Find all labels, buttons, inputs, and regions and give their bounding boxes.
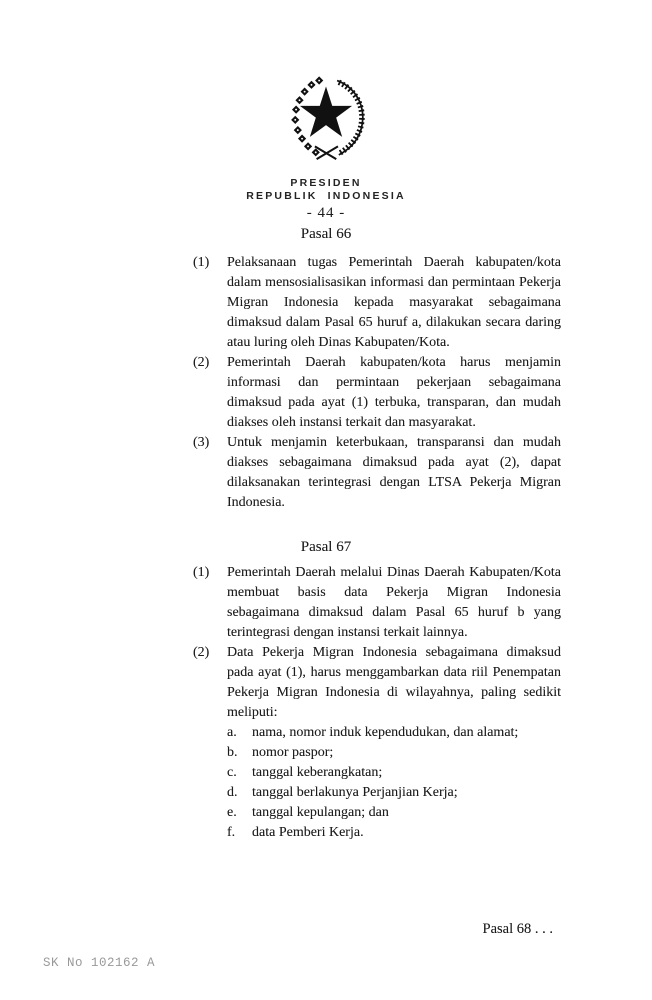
sub-item-letter: a. — [227, 725, 237, 740]
item-number: (2) — [193, 645, 210, 660]
page-number: - 44 - — [306, 205, 346, 221]
item-text: Untuk menjamin keterbukaan, transparansi dan mudah diakses sebagaimana dimaksud pada ayat (2), dapat dilaksanakan terintegrasi dengan LTSA Pekerja Migran Indonesia. — [227, 435, 561, 510]
letterhead-line1: PRESIDEN — [290, 177, 362, 189]
article-item — [193, 643, 561, 843]
sub-item — [227, 763, 561, 783]
sub-item-text: nama, nomor induk kependudukan, dan alamat; — [252, 725, 519, 740]
sub-item — [227, 803, 561, 823]
sub-item-text: data Pemberi Kerja. — [252, 825, 364, 840]
item-text: Pemerintah Daerah melalui Dinas Daerah Kabupaten/Kota membuat basis data Pekerja Migran Indonesia sebagaimana dimaksud dalam Pasal 65 huruf b yang terintegrasi dengan instansi terkait lainnya. — [227, 565, 561, 640]
section-title-pasal-67: Pasal 67 — [300, 539, 352, 555]
sub-item-letter: e. — [227, 805, 237, 820]
sub-item — [227, 723, 561, 743]
sub-item-letter: c. — [227, 765, 237, 780]
article-item — [193, 253, 561, 353]
sub-item — [227, 823, 561, 843]
continuation-marker: Pasal 68 . . . — [482, 921, 553, 937]
article-item — [193, 563, 561, 643]
item-text: Pemerintah Daerah kabupaten/kota harus menjamin informasi dan permintaan pekerjaan sebagaimana dimaksud pada ayat (1) terbuka, transparan, dan mudah diakses oleh instansi terkait dan masyarakat. — [227, 355, 561, 430]
item-text: Pelaksanaan tugas Pemerintah Daerah kabupaten/kota dalam mensosialisasikan informasi dan permintaan Pekerja Migran Indonesia kepada masyarakat sebagaimana dimaksud dalam Pasal 65 huruf a, dilakukan secara daring atau luring oleh Dinas Kabupaten/Kota. — [227, 255, 561, 350]
document-serial-stamp: SK No 102162 A — [43, 956, 156, 970]
sub-item-text: tanggal keberangkatan; — [252, 765, 383, 780]
sub-item-text: tanggal kepulangan; dan — [252, 805, 389, 820]
section-title-pasal-66: Pasal 66 — [300, 226, 352, 242]
item-number: (3) — [193, 435, 210, 450]
sub-item — [227, 743, 561, 763]
article-item — [193, 433, 561, 513]
item-number: (1) — [193, 255, 210, 270]
sub-item-text: nomor paspor; — [252, 745, 334, 760]
letterhead-line2: REPUBLIK INDONESIA — [246, 190, 406, 202]
sub-item-text: tanggal berlakunya Perjanjian Kerja; — [252, 785, 458, 800]
item-text: Data Pekerja Migran Indonesia sebagaimana dimaksud pada ayat (1), harus menggambarkan data riil Penempatan Pekerja Migran Indonesia di wilayahnya, paling sedikit meliputi: — [227, 645, 561, 720]
sub-item-letter: f. — [227, 825, 236, 840]
article-item — [193, 353, 561, 433]
item-number: (2) — [193, 355, 210, 370]
sub-item-letter: b. — [227, 745, 238, 760]
document-body — [0, 224, 652, 843]
sub-item-letter: d. — [227, 785, 238, 800]
letterhead — [0, 177, 652, 203]
sub-item — [227, 783, 561, 803]
item-number: (1) — [193, 565, 210, 580]
presidential-star-wreath-emblem-icon — [279, 72, 373, 166]
